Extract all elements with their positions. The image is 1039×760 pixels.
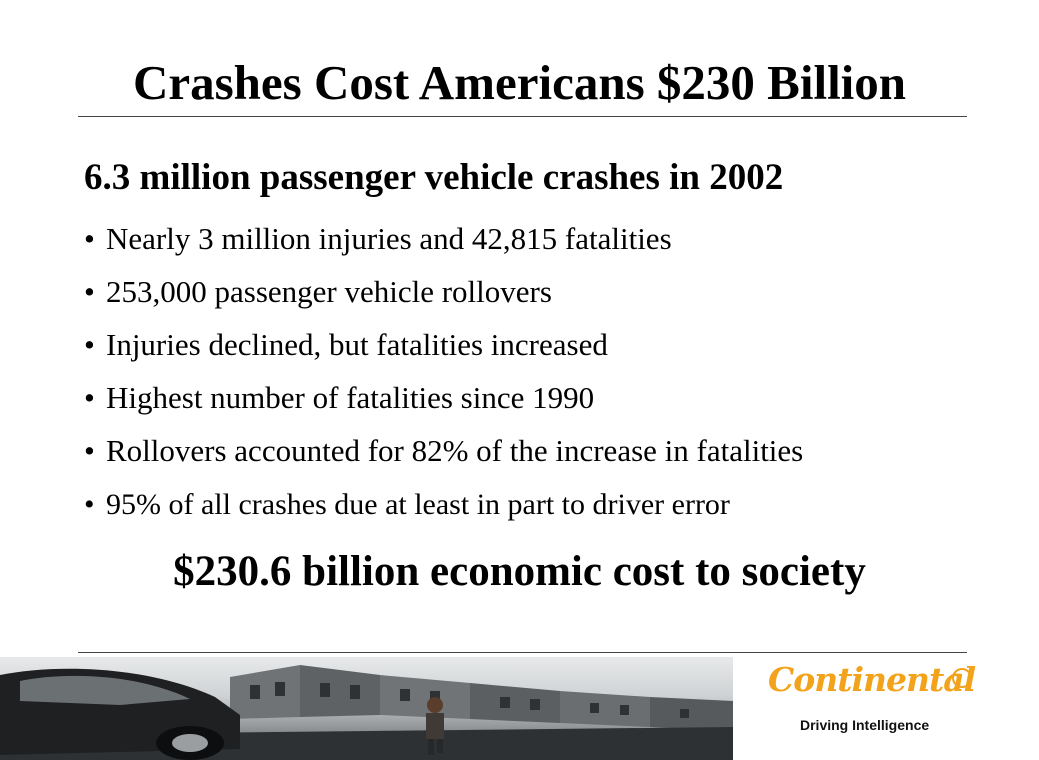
brand-tagline: Driving Intelligence	[800, 717, 930, 733]
street-scene-illustration	[0, 657, 733, 760]
bullet-dot: •	[84, 221, 95, 256]
bullet-text: Rollovers accounted for 82% of the increase in fatalities	[106, 433, 804, 468]
slide-subheading: 6.3 million passenger vehicle crashes in 2002	[84, 157, 784, 198]
economic-cost-headline: $230.6 billion economic cost to society	[173, 548, 866, 595]
bullet-dot: •	[84, 274, 95, 309]
bullet-dot: •	[84, 380, 95, 415]
bullet-item	[84, 326, 608, 364]
bullet-text: Nearly 3 million injuries and 42,815 fatalities	[106, 221, 672, 256]
bullet-item	[84, 379, 594, 417]
horse-emblem-icon	[952, 668, 972, 688]
bullet-text: 95% of all crashes due at least in part to driver error	[106, 488, 730, 521]
bullet-item	[84, 432, 803, 470]
continental-logo-text: Continental	[768, 660, 976, 699]
bullet-text: Highest number of fatalities since 1990	[106, 380, 595, 415]
bullet-text: 253,000 passenger vehicle rollovers	[106, 274, 552, 309]
bullet-text: Injuries declined, but fatalities increased	[106, 327, 608, 362]
footer-divider	[78, 652, 967, 653]
slide-title: Crashes Cost Americans $230 Billion	[132, 55, 907, 110]
bullet-item	[84, 220, 672, 258]
bullet-item	[84, 486, 730, 524]
street-scene-photo	[0, 657, 733, 760]
bullet-item	[84, 273, 552, 311]
bullet-dot: •	[84, 488, 95, 521]
bullet-dot: •	[84, 433, 95, 468]
bullet-dot: •	[84, 327, 95, 362]
title-divider	[78, 116, 967, 117]
